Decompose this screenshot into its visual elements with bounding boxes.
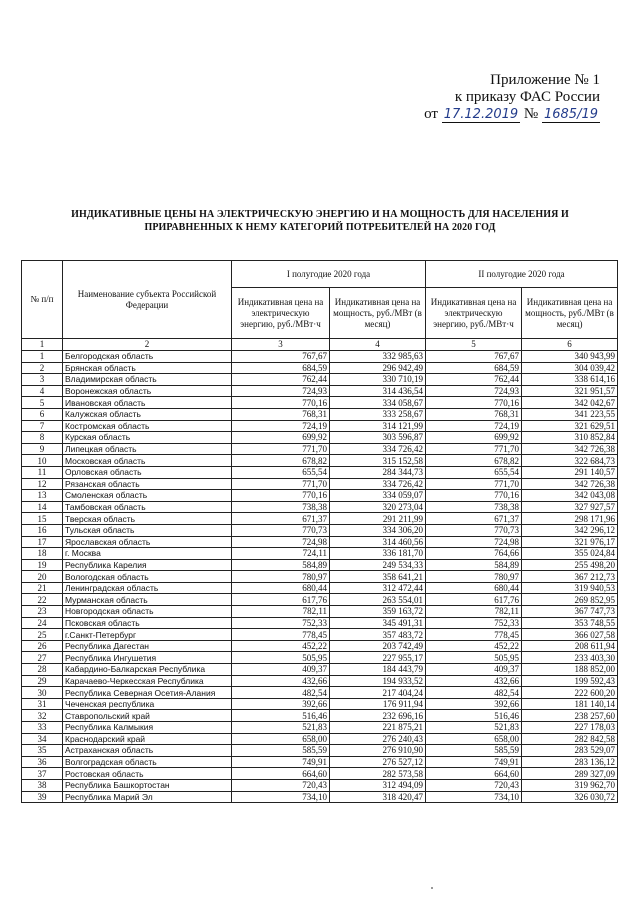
- cell-p2: 181 140,14: [522, 698, 618, 710]
- cell-p1: 314 436,54: [330, 385, 426, 397]
- cell-region: Вологодская область: [63, 571, 232, 583]
- cell-p2: 208 611,94: [522, 640, 618, 652]
- table-row: [22, 791, 618, 803]
- cell-p1: 217 404,24: [330, 687, 426, 699]
- cell-n: 30: [22, 687, 63, 699]
- cell-p1: 303 596,87: [330, 432, 426, 444]
- cell-e2: 768,31: [426, 408, 522, 420]
- cell-region: Рязанская область: [63, 478, 232, 490]
- cell-e1: 770,16: [232, 397, 330, 409]
- cell-region: Костромская область: [63, 420, 232, 432]
- cell-e2: 678,82: [426, 455, 522, 467]
- cell-region: Республика Ингушетия: [63, 652, 232, 664]
- cell-n: 31: [22, 698, 63, 710]
- cell-e2: 770,16: [426, 397, 522, 409]
- cell-p1: 358 641,21: [330, 571, 426, 583]
- col-index: 6: [522, 339, 618, 351]
- cell-e2: 584,89: [426, 559, 522, 571]
- cell-n: 13: [22, 490, 63, 502]
- col-index: 4: [330, 339, 426, 351]
- cell-region: Кабардино-Балкарская Республика: [63, 664, 232, 676]
- table-row: [22, 351, 618, 363]
- cell-e1: 771,70: [232, 478, 330, 490]
- cell-region: Воронежская область: [63, 385, 232, 397]
- cell-e2: 392,66: [426, 698, 522, 710]
- cell-p1: 357 483,72: [330, 629, 426, 641]
- table-body: [22, 351, 618, 803]
- cell-e1: 409,37: [232, 664, 330, 676]
- table-row: [22, 675, 618, 687]
- table-row: [22, 513, 618, 525]
- cell-region: Астраханская область: [63, 745, 232, 757]
- table-row: [22, 768, 618, 780]
- cell-p2: 321 629,51: [522, 420, 618, 432]
- cell-e2: 655,54: [426, 466, 522, 478]
- cell-e1: 584,89: [232, 559, 330, 571]
- cell-e2: 664,60: [426, 768, 522, 780]
- cell-region: Ивановская область: [63, 397, 232, 409]
- cell-p2: 342 043,08: [522, 490, 618, 502]
- cell-region: Брянская область: [63, 362, 232, 374]
- cell-n: 10: [22, 455, 63, 467]
- cell-region: Карачаево-Черкесская Республика: [63, 675, 232, 687]
- cell-p2: 322 684,73: [522, 455, 618, 467]
- cell-n: 38: [22, 779, 63, 791]
- cell-p1: 320 273,04: [330, 501, 426, 513]
- table-row: [22, 548, 618, 560]
- cell-region: Тульская область: [63, 524, 232, 536]
- cell-e2: 762,44: [426, 374, 522, 386]
- table-row: [22, 536, 618, 548]
- cell-p2: 321 951,57: [522, 385, 618, 397]
- cell-region: Республика Карелия: [63, 559, 232, 571]
- table-row: [22, 571, 618, 583]
- cell-e2: 782,11: [426, 606, 522, 618]
- cell-e2: 585,59: [426, 745, 522, 757]
- appendix-block: [400, 72, 600, 123]
- table-row: [22, 374, 618, 386]
- cell-p2: 319 962,70: [522, 779, 618, 791]
- cell-p1: 312 472,44: [330, 582, 426, 594]
- cell-p2: 227 178,03: [522, 722, 618, 734]
- table-row: [22, 420, 618, 432]
- from-label: от: [424, 106, 438, 122]
- cell-p1: 276 527,12: [330, 756, 426, 768]
- cell-e2: 684,59: [426, 362, 522, 374]
- cell-p2: 319 940,53: [522, 582, 618, 594]
- cell-p1: 332 985,63: [330, 351, 426, 363]
- cell-region: Республика Дагестан: [63, 640, 232, 652]
- cell-region: Республика Калмыкия: [63, 722, 232, 734]
- cell-p2: 366 027,58: [522, 629, 618, 641]
- cell-p2: 233 403,30: [522, 652, 618, 664]
- cell-p1: 184 443,79: [330, 664, 426, 676]
- cell-e1: 617,76: [232, 594, 330, 606]
- cell-p1: 276 240,43: [330, 733, 426, 745]
- order-date-line: [400, 106, 600, 123]
- table-row: [22, 559, 618, 571]
- cell-p2: 283 529,07: [522, 745, 618, 757]
- table-row: [22, 779, 618, 791]
- cell-region: Ставропольский край: [63, 710, 232, 722]
- col-header-region: Наименование субъекта Российской Федерации: [63, 261, 232, 339]
- cell-p2: 283 136,12: [522, 756, 618, 768]
- table-row: [22, 432, 618, 444]
- cell-e2: 452,22: [426, 640, 522, 652]
- cell-p1: 334 059,07: [330, 490, 426, 502]
- cell-e2: 767,67: [426, 351, 522, 363]
- cell-p2: 321 976,17: [522, 536, 618, 548]
- cell-n: 27: [22, 652, 63, 664]
- table-row: [22, 490, 618, 502]
- cell-e1: 680,44: [232, 582, 330, 594]
- cell-p1: 336 181,70: [330, 548, 426, 560]
- col-header-power-h1: Индикативная цена на мощность, руб./МВт (в месяц): [330, 288, 426, 339]
- cell-p2: 342 296,12: [522, 524, 618, 536]
- cell-e1: 684,59: [232, 362, 330, 374]
- cell-region: Ростовская область: [63, 768, 232, 780]
- table-row: [22, 652, 618, 664]
- cell-e2: 780,97: [426, 571, 522, 583]
- cell-p1: 296 942,49: [330, 362, 426, 374]
- cell-p1: 203 742,49: [330, 640, 426, 652]
- prices-table: [21, 260, 618, 803]
- cell-n: 39: [22, 791, 63, 803]
- cell-region: Тамбовская область: [63, 501, 232, 513]
- cell-e2: 617,76: [426, 594, 522, 606]
- col-index: 1: [22, 339, 63, 351]
- cell-n: 12: [22, 478, 63, 490]
- cell-p2: 326 030,72: [522, 791, 618, 803]
- cell-n: 11: [22, 466, 63, 478]
- cell-e2: 738,38: [426, 501, 522, 513]
- cell-region: Белгородская область: [63, 351, 232, 363]
- cell-e2: 505,95: [426, 652, 522, 664]
- cell-n: 34: [22, 733, 63, 745]
- cell-e2: 658,00: [426, 733, 522, 745]
- cell-p2: 289 327,09: [522, 768, 618, 780]
- cell-p2: 341 223,55: [522, 408, 618, 420]
- cell-n: 22: [22, 594, 63, 606]
- cell-n: 4: [22, 385, 63, 397]
- col-header-energy-h2: Индикативная цена на электрическую энергию, руб./МВт·ч: [426, 288, 522, 339]
- cell-p2: 342 726,38: [522, 478, 618, 490]
- cell-e2: 749,91: [426, 756, 522, 768]
- cell-e1: 780,97: [232, 571, 330, 583]
- table-row: [22, 466, 618, 478]
- cell-p1: 330 710,19: [330, 374, 426, 386]
- cell-n: 26: [22, 640, 63, 652]
- cell-e2: 752,33: [426, 617, 522, 629]
- cell-e1: 516,46: [232, 710, 330, 722]
- cell-region: Смоленская область: [63, 490, 232, 502]
- cell-e1: 432,66: [232, 675, 330, 687]
- cell-e1: 724,93: [232, 385, 330, 397]
- table-row: [22, 443, 618, 455]
- order-line: к приказу ФАС России: [454, 89, 600, 105]
- cell-p1: 276 910,90: [330, 745, 426, 757]
- cell-region: Республика Марий Эл: [63, 791, 232, 803]
- table-row: [22, 478, 618, 490]
- cell-e1: 724,11: [232, 548, 330, 560]
- cell-p1: 334 058,67: [330, 397, 426, 409]
- cell-p2: 188 852,00: [522, 664, 618, 676]
- cell-e1: 771,70: [232, 443, 330, 455]
- table-row: [22, 455, 618, 467]
- cell-p1: 291 211,99: [330, 513, 426, 525]
- cell-e2: 680,44: [426, 582, 522, 594]
- table-row: [22, 594, 618, 606]
- order-date: 17.12.2019: [443, 107, 519, 122]
- cell-e2: 771,70: [426, 478, 522, 490]
- cell-p2: 199 592,43: [522, 675, 618, 687]
- cell-e2: 724,98: [426, 536, 522, 548]
- cell-p2: 342 726,38: [522, 443, 618, 455]
- cell-p2: 353 748,55: [522, 617, 618, 629]
- col-header-half2: II полугодие 2020 года: [426, 261, 618, 288]
- cell-region: Липецкая область: [63, 443, 232, 455]
- cell-n: 2: [22, 362, 63, 374]
- cell-region: Московская область: [63, 455, 232, 467]
- col-header-energy-h1: Индикативная цена на электрическую энергию, руб./МВт·ч: [232, 288, 330, 339]
- col-index: 5: [426, 339, 522, 351]
- cell-p2: 340 943,99: [522, 351, 618, 363]
- table-row: [22, 524, 618, 536]
- cell-e2: 409,37: [426, 664, 522, 676]
- cell-p2: 310 852,84: [522, 432, 618, 444]
- table-row: [22, 501, 618, 513]
- table-row: [22, 408, 618, 420]
- cell-p2: 255 498,20: [522, 559, 618, 571]
- cell-e1: 482,54: [232, 687, 330, 699]
- cell-n: 7: [22, 420, 63, 432]
- cell-e1: 749,91: [232, 756, 330, 768]
- cell-e1: 664,60: [232, 768, 330, 780]
- cell-p1: 334 726,42: [330, 443, 426, 455]
- cell-region: Республика Северная Осетия-Алания: [63, 687, 232, 699]
- cell-region: Ярославская область: [63, 536, 232, 548]
- cell-e2: 778,45: [426, 629, 522, 641]
- cell-e2: 764,66: [426, 548, 522, 560]
- table-row: [22, 640, 618, 652]
- cell-region: Тверская область: [63, 513, 232, 525]
- scan-speck: [431, 887, 433, 889]
- cell-region: Владимирская область: [63, 374, 232, 386]
- cell-n: 3: [22, 374, 63, 386]
- cell-e1: 720,43: [232, 779, 330, 791]
- cell-n: 9: [22, 443, 63, 455]
- cell-p1: 263 554,01: [330, 594, 426, 606]
- cell-p1: 345 491,31: [330, 617, 426, 629]
- cell-n: 32: [22, 710, 63, 722]
- cell-e1: 392,66: [232, 698, 330, 710]
- cell-e2: 432,66: [426, 675, 522, 687]
- cell-p2: 338 614,16: [522, 374, 618, 386]
- cell-n: 21: [22, 582, 63, 594]
- table-row: [22, 397, 618, 409]
- cell-region: Волгоградская область: [63, 756, 232, 768]
- table-row: [22, 710, 618, 722]
- cell-region: Республика Башкортостан: [63, 779, 232, 791]
- cell-e2: 724,93: [426, 385, 522, 397]
- cell-p2: 342 042,67: [522, 397, 618, 409]
- cell-p1: 282 573,58: [330, 768, 426, 780]
- cell-n: 37: [22, 768, 63, 780]
- table-row: [22, 362, 618, 374]
- cell-e1: 655,54: [232, 466, 330, 478]
- cell-e2: 699,92: [426, 432, 522, 444]
- cell-e1: 778,45: [232, 629, 330, 641]
- cell-p1: 318 420,47: [330, 791, 426, 803]
- cell-p2: 367 747,73: [522, 606, 618, 618]
- cell-p1: 333 258,67: [330, 408, 426, 420]
- cell-e2: 671,37: [426, 513, 522, 525]
- cell-p1: 176 911,94: [330, 698, 426, 710]
- cell-p2: 282 842,58: [522, 733, 618, 745]
- cell-n: 18: [22, 548, 63, 560]
- table-row: [22, 733, 618, 745]
- cell-n: 8: [22, 432, 63, 444]
- cell-p1: 314 121,99: [330, 420, 426, 432]
- col-index: 2: [63, 339, 232, 351]
- cell-n: 16: [22, 524, 63, 536]
- cell-e1: 724,19: [232, 420, 330, 432]
- cell-e1: 585,59: [232, 745, 330, 757]
- cell-e1: 782,11: [232, 606, 330, 618]
- cell-n: 35: [22, 745, 63, 757]
- cell-p1: 227 955,17: [330, 652, 426, 664]
- cell-region: Новгородская область: [63, 606, 232, 618]
- cell-n: 36: [22, 756, 63, 768]
- cell-n: 6: [22, 408, 63, 420]
- cell-e1: 452,22: [232, 640, 330, 652]
- cell-region: г. Москва: [63, 548, 232, 560]
- cell-e2: 770,73: [426, 524, 522, 536]
- cell-e2: 482,54: [426, 687, 522, 699]
- table-row: [22, 745, 618, 757]
- cell-n: 25: [22, 629, 63, 641]
- table-row: [22, 664, 618, 676]
- cell-e1: 734,10: [232, 791, 330, 803]
- cell-n: 29: [22, 675, 63, 687]
- cell-e2: 734,10: [426, 791, 522, 803]
- cell-p1: 334 726,42: [330, 478, 426, 490]
- cell-region: Псковская область: [63, 617, 232, 629]
- cell-n: 15: [22, 513, 63, 525]
- cell-e2: 771,70: [426, 443, 522, 455]
- appendix-title: Приложение № 1: [490, 72, 600, 88]
- cell-e1: 768,31: [232, 408, 330, 420]
- cell-region: г.Санкт-Петербург: [63, 629, 232, 641]
- cell-region: Ленинградская область: [63, 582, 232, 594]
- cell-region: Калужская область: [63, 408, 232, 420]
- cell-p2: 304 039,42: [522, 362, 618, 374]
- cell-e2: 720,43: [426, 779, 522, 791]
- cell-p1: 359 163,72: [330, 606, 426, 618]
- cell-n: 24: [22, 617, 63, 629]
- cell-e1: 678,82: [232, 455, 330, 467]
- cell-e1: 752,33: [232, 617, 330, 629]
- document-title: ИНДИКАТИВНЫЕ ЦЕНЫ НА ЭЛЕКТРИЧЕСКУЮ ЭНЕРГИЮ И НА МОЩНОСТЬ ДЛЯ НАСЕЛЕНИЯ И ПРИРАВНЕННЫХ К НЕМУ КАТЕГОРИЙ ПОТРЕБИТЕЛЕЙ НА 2020 ГОД: [71, 209, 569, 233]
- cell-n: 5: [22, 397, 63, 409]
- cell-p2: 367 212,73: [522, 571, 618, 583]
- table-row: [22, 629, 618, 641]
- cell-e1: 767,67: [232, 351, 330, 363]
- cell-e1: 658,00: [232, 733, 330, 745]
- table-row: [22, 582, 618, 594]
- cell-region: Мурманская область: [63, 594, 232, 606]
- cell-n: 14: [22, 501, 63, 513]
- table-row: [22, 756, 618, 768]
- cell-e1: 770,73: [232, 524, 330, 536]
- cell-n: 1: [22, 351, 63, 363]
- cell-e2: 521,83: [426, 722, 522, 734]
- cell-p1: 194 933,52: [330, 675, 426, 687]
- cell-e1: 738,38: [232, 501, 330, 513]
- col-header-half1: I полугодие 2020 года: [232, 261, 426, 288]
- cell-p2: 269 852,95: [522, 594, 618, 606]
- cell-p1: 284 344,73: [330, 466, 426, 478]
- cell-p2: 355 024,84: [522, 548, 618, 560]
- cell-p2: 222 600,20: [522, 687, 618, 699]
- cell-n: 20: [22, 571, 63, 583]
- cell-n: 28: [22, 664, 63, 676]
- cell-n: 33: [22, 722, 63, 734]
- cell-p1: 312 494,09: [330, 779, 426, 791]
- table-row: [22, 385, 618, 397]
- cell-p1: 232 696,16: [330, 710, 426, 722]
- cell-region: Курская область: [63, 432, 232, 444]
- cell-p2: 327 927,57: [522, 501, 618, 513]
- cell-region: Чеченская республика: [63, 698, 232, 710]
- cell-region: Орловская область: [63, 466, 232, 478]
- table-row: [22, 687, 618, 699]
- cell-n: 19: [22, 559, 63, 571]
- col-index: 3: [232, 339, 330, 351]
- cell-e1: 770,16: [232, 490, 330, 502]
- cell-n: 23: [22, 606, 63, 618]
- col-header-number: № п/п: [22, 261, 63, 339]
- cell-p2: 291 140,57: [522, 466, 618, 478]
- cell-e1: 505,95: [232, 652, 330, 664]
- number-label: №: [523, 106, 539, 122]
- cell-e2: 724,19: [426, 420, 522, 432]
- cell-p2: 298 171,96: [522, 513, 618, 525]
- table-row: [22, 722, 618, 734]
- cell-n: 17: [22, 536, 63, 548]
- cell-e1: 724,98: [232, 536, 330, 548]
- cell-p1: 315 152,58: [330, 455, 426, 467]
- cell-e1: 671,37: [232, 513, 330, 525]
- cell-e1: 521,83: [232, 722, 330, 734]
- cell-e2: 516,46: [426, 710, 522, 722]
- cell-e2: 770,16: [426, 490, 522, 502]
- cell-p1: 249 534,33: [330, 559, 426, 571]
- cell-e1: 699,92: [232, 432, 330, 444]
- cell-e1: 762,44: [232, 374, 330, 386]
- cell-p2: 238 257,60: [522, 710, 618, 722]
- cell-p1: 221 875,21: [330, 722, 426, 734]
- cell-p1: 334 306,20: [330, 524, 426, 536]
- table-row: [22, 606, 618, 618]
- table-row: [22, 698, 618, 710]
- table-row: [22, 617, 618, 629]
- cell-p1: 314 460,56: [330, 536, 426, 548]
- cell-region: Краснодарский край: [63, 733, 232, 745]
- order-number: 1685/19: [543, 107, 598, 122]
- col-header-power-h2: Индикативная цена на мощность, руб./МВт (в месяц): [522, 288, 618, 339]
